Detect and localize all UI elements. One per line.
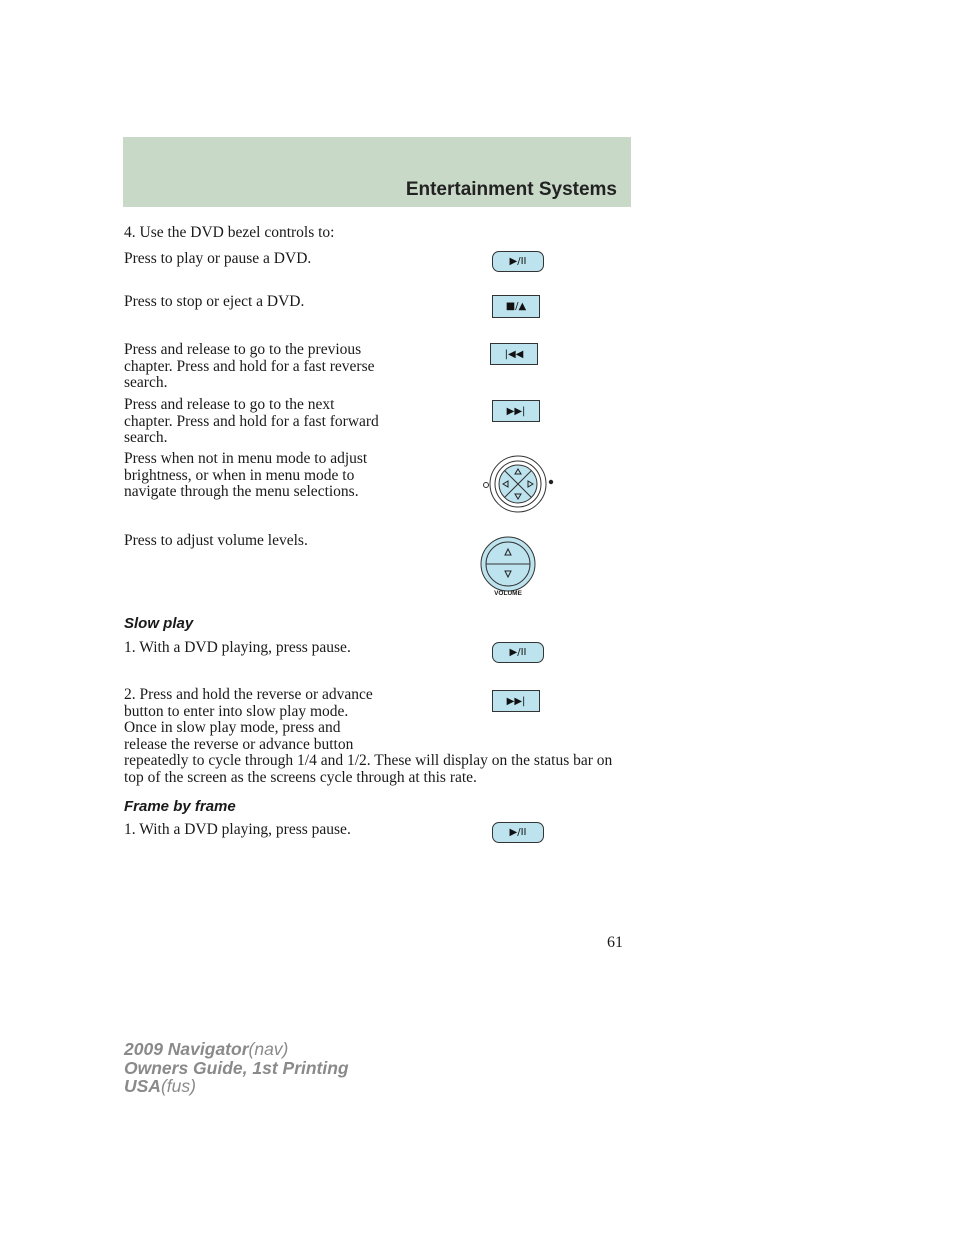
section-title: Entertainment Systems	[405, 179, 617, 200]
directional-pad-icon[interactable]	[478, 454, 558, 514]
previous-chapter-text: Press and release to go to the previous chapter. Press and hold for a fast reverse search.	[124, 341, 375, 391]
slow-play-pause-button[interactable]: ▶/II	[492, 642, 544, 663]
footer-region-code: (fus)	[160, 1076, 196, 1096]
footer-guide: Owners Guide, 1st Printing	[124, 1057, 349, 1078]
navigation-text: Press when not in menu mode to adjust brightness, or when in menu mode to navigate through the menu selections.	[124, 450, 368, 500]
volume-knob-label: VOLUME	[494, 590, 522, 597]
frame-by-frame-step-1: 1. With a DVD playing, press pause.	[124, 821, 351, 838]
play-pause-button[interactable]: ▶/II	[492, 251, 544, 272]
slow-play-advance-button[interactable]: ▶▶|	[492, 690, 540, 712]
volume-knob-icon[interactable]	[478, 536, 538, 598]
slow-play-step-1: 1. With a DVD playing, press pause.	[124, 639, 351, 656]
stop-eject-button[interactable]: ■/▲	[492, 295, 540, 318]
footer-model: 2009 Navigator	[124, 1039, 249, 1059]
frame-by-frame-pause-button[interactable]: ▶/II	[492, 822, 544, 843]
stop-eject-text: Press to stop or eject a DVD.	[124, 293, 305, 310]
page-number: 61	[607, 934, 623, 951]
slow-play-step-2	[124, 687, 619, 786]
next-chapter-button[interactable]: ▶▶|	[492, 400, 540, 422]
next-chapter-text: Press and release to go to the next chapter. Press and hold for a fast forward search.	[124, 396, 379, 446]
slow-play-heading: Slow play	[124, 615, 194, 632]
frame-by-frame-heading: Frame by frame	[124, 798, 236, 815]
previous-chapter-button[interactable]: |◀◀	[490, 343, 538, 365]
footer	[124, 1040, 349, 1096]
footer-region: USA	[124, 1076, 161, 1096]
volume-text: Press to adjust volume levels.	[124, 532, 308, 549]
play-pause-text: Press to play or pause a DVD.	[124, 250, 312, 267]
text-wrap-spacer	[379, 687, 619, 737]
slow-play-step-2-text: 2. Press and hold the reverse or advance button to enter into slow play mode. Once in slow play mode, press and release the reverse or advance button repeatedly to cycle through 1/4 and 1/2. These will display on the status bar on top of the screen as the screens cycle through at this rate.	[124, 686, 613, 786]
intro-text: 4. Use the DVD bezel controls to:	[124, 224, 335, 241]
header-band	[123, 137, 631, 207]
footer-model-code: (nav)	[248, 1039, 289, 1059]
